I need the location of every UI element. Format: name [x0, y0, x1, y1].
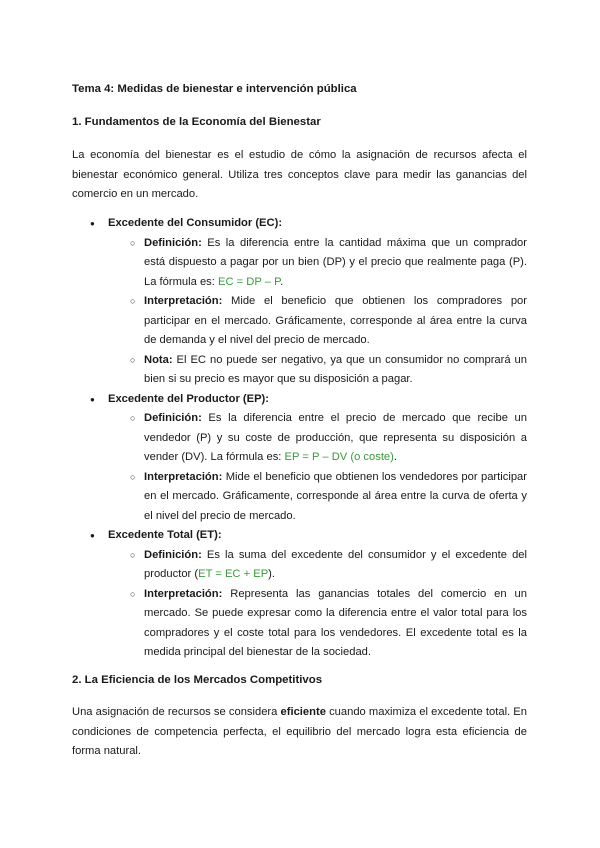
sublist-item [108, 409, 527, 468]
sublist-text-after: ). [268, 568, 276, 580]
sublist-item [108, 585, 527, 663]
list-item-title: ● Excedente del Productor (EP): [108, 392, 270, 405]
sublist-text: Es la diferencia entre el precio de mercado que recibe un vendedor (P) y su coste de producción, que representa su disposición a vender (DV). La fórmula es: [144, 412, 527, 463]
document-title: Tema 4: Medidas de bienestar e intervención pública [72, 83, 357, 95]
sublist-item [108, 234, 527, 293]
section-2-heading: 2. La Eficiencia de los Mercados Competitivos [72, 674, 323, 686]
sublist-text: Es la diferencia entre la cantidad máxima que un comprador está dispuesto a pagar por un bien (DP) y el precio que realmente paga (P). La fórmula es: [144, 236, 527, 288]
sublist-text-after: . [280, 275, 284, 288]
list-item-title: ● Excedente Total (ET): [108, 529, 222, 541]
list-item-consumer-surplus [72, 214, 527, 390]
section-2-paragraph [72, 703, 527, 762]
sublist-item [108, 351, 527, 390]
sublist-label: Definición: [144, 236, 202, 249]
sublist-label: Interpretación: [144, 587, 223, 600]
sublist [108, 409, 527, 526]
sublist [108, 234, 527, 390]
formula-text: ET = EC + EP [198, 568, 269, 580]
sublist-label: Interpretación: [144, 295, 223, 307]
sublist-label: Definición: [144, 548, 202, 561]
bold-term: eficiente [280, 706, 326, 718]
sublist-item [108, 292, 527, 351]
list-item-title: ● Excedente del Consumidor (EC): [108, 217, 283, 229]
list-item-producer-surplus [72, 390, 527, 527]
paragraph-text-after: cuando maximiza el excedente total. En condiciones de competencia perfecta, el equilibrio del mercado logra esta eficiencia de forma natural. [72, 706, 527, 757]
section-1-intro: La economía del bienestar es el estudio de cómo la asignación de recursos afecta el bienestar económico general. Utiliza tres conceptos clave para medir las ganancias del comercio en un mercado. [72, 149, 527, 200]
sublist-text: Mide el beneficio que obtienen los vendedores por participar en el mercado. Gráficamente, corresponde al área entre la curva de oferta y el nivel del precio de mercado. [144, 470, 527, 522]
sublist-label: Interpretación: [144, 470, 223, 483]
sublist-text: Mide el beneficio que obtienen los compradores por participar en el mercado. Gráficamente, corresponde al área entre la curva de demanda y el nivel del precio de mercado. [144, 295, 527, 346]
formula-text: EP = P – DV (o coste) [284, 451, 394, 463]
sublist-label: Nota: [144, 353, 173, 366]
section-1-heading: 1. Fundamentos de la Economía del Bienestar [72, 116, 321, 128]
list-item-total-surplus [72, 526, 527, 663]
sublist-item [108, 546, 527, 585]
sublist-item [108, 468, 527, 527]
surplus-list [72, 214, 527, 663]
paragraph-text: Una asignación de recursos se considera [72, 706, 281, 718]
sublist-text: Representa las ganancias totales del comercio en un mercado. Se puede expresar como la diferencia entre el valor total para los compradores y el coste total para los vendedores. El excedente total es la medida principal del bienestar de la sociedad. [144, 587, 527, 658]
sublist-label: Definición: [144, 412, 202, 424]
sublist-text: El EC no puede ser negativo, ya que un consumidor no comprará un bien si su precio es mayor que su disposición a pagar. [144, 353, 527, 385]
formula-text: EC = DP – P [218, 275, 281, 288]
sublist [108, 546, 527, 663]
sublist-text: Es la suma del excedente del consumidor y el excedente del productor ( [144, 548, 527, 580]
sublist-text-after: . [393, 451, 397, 463]
